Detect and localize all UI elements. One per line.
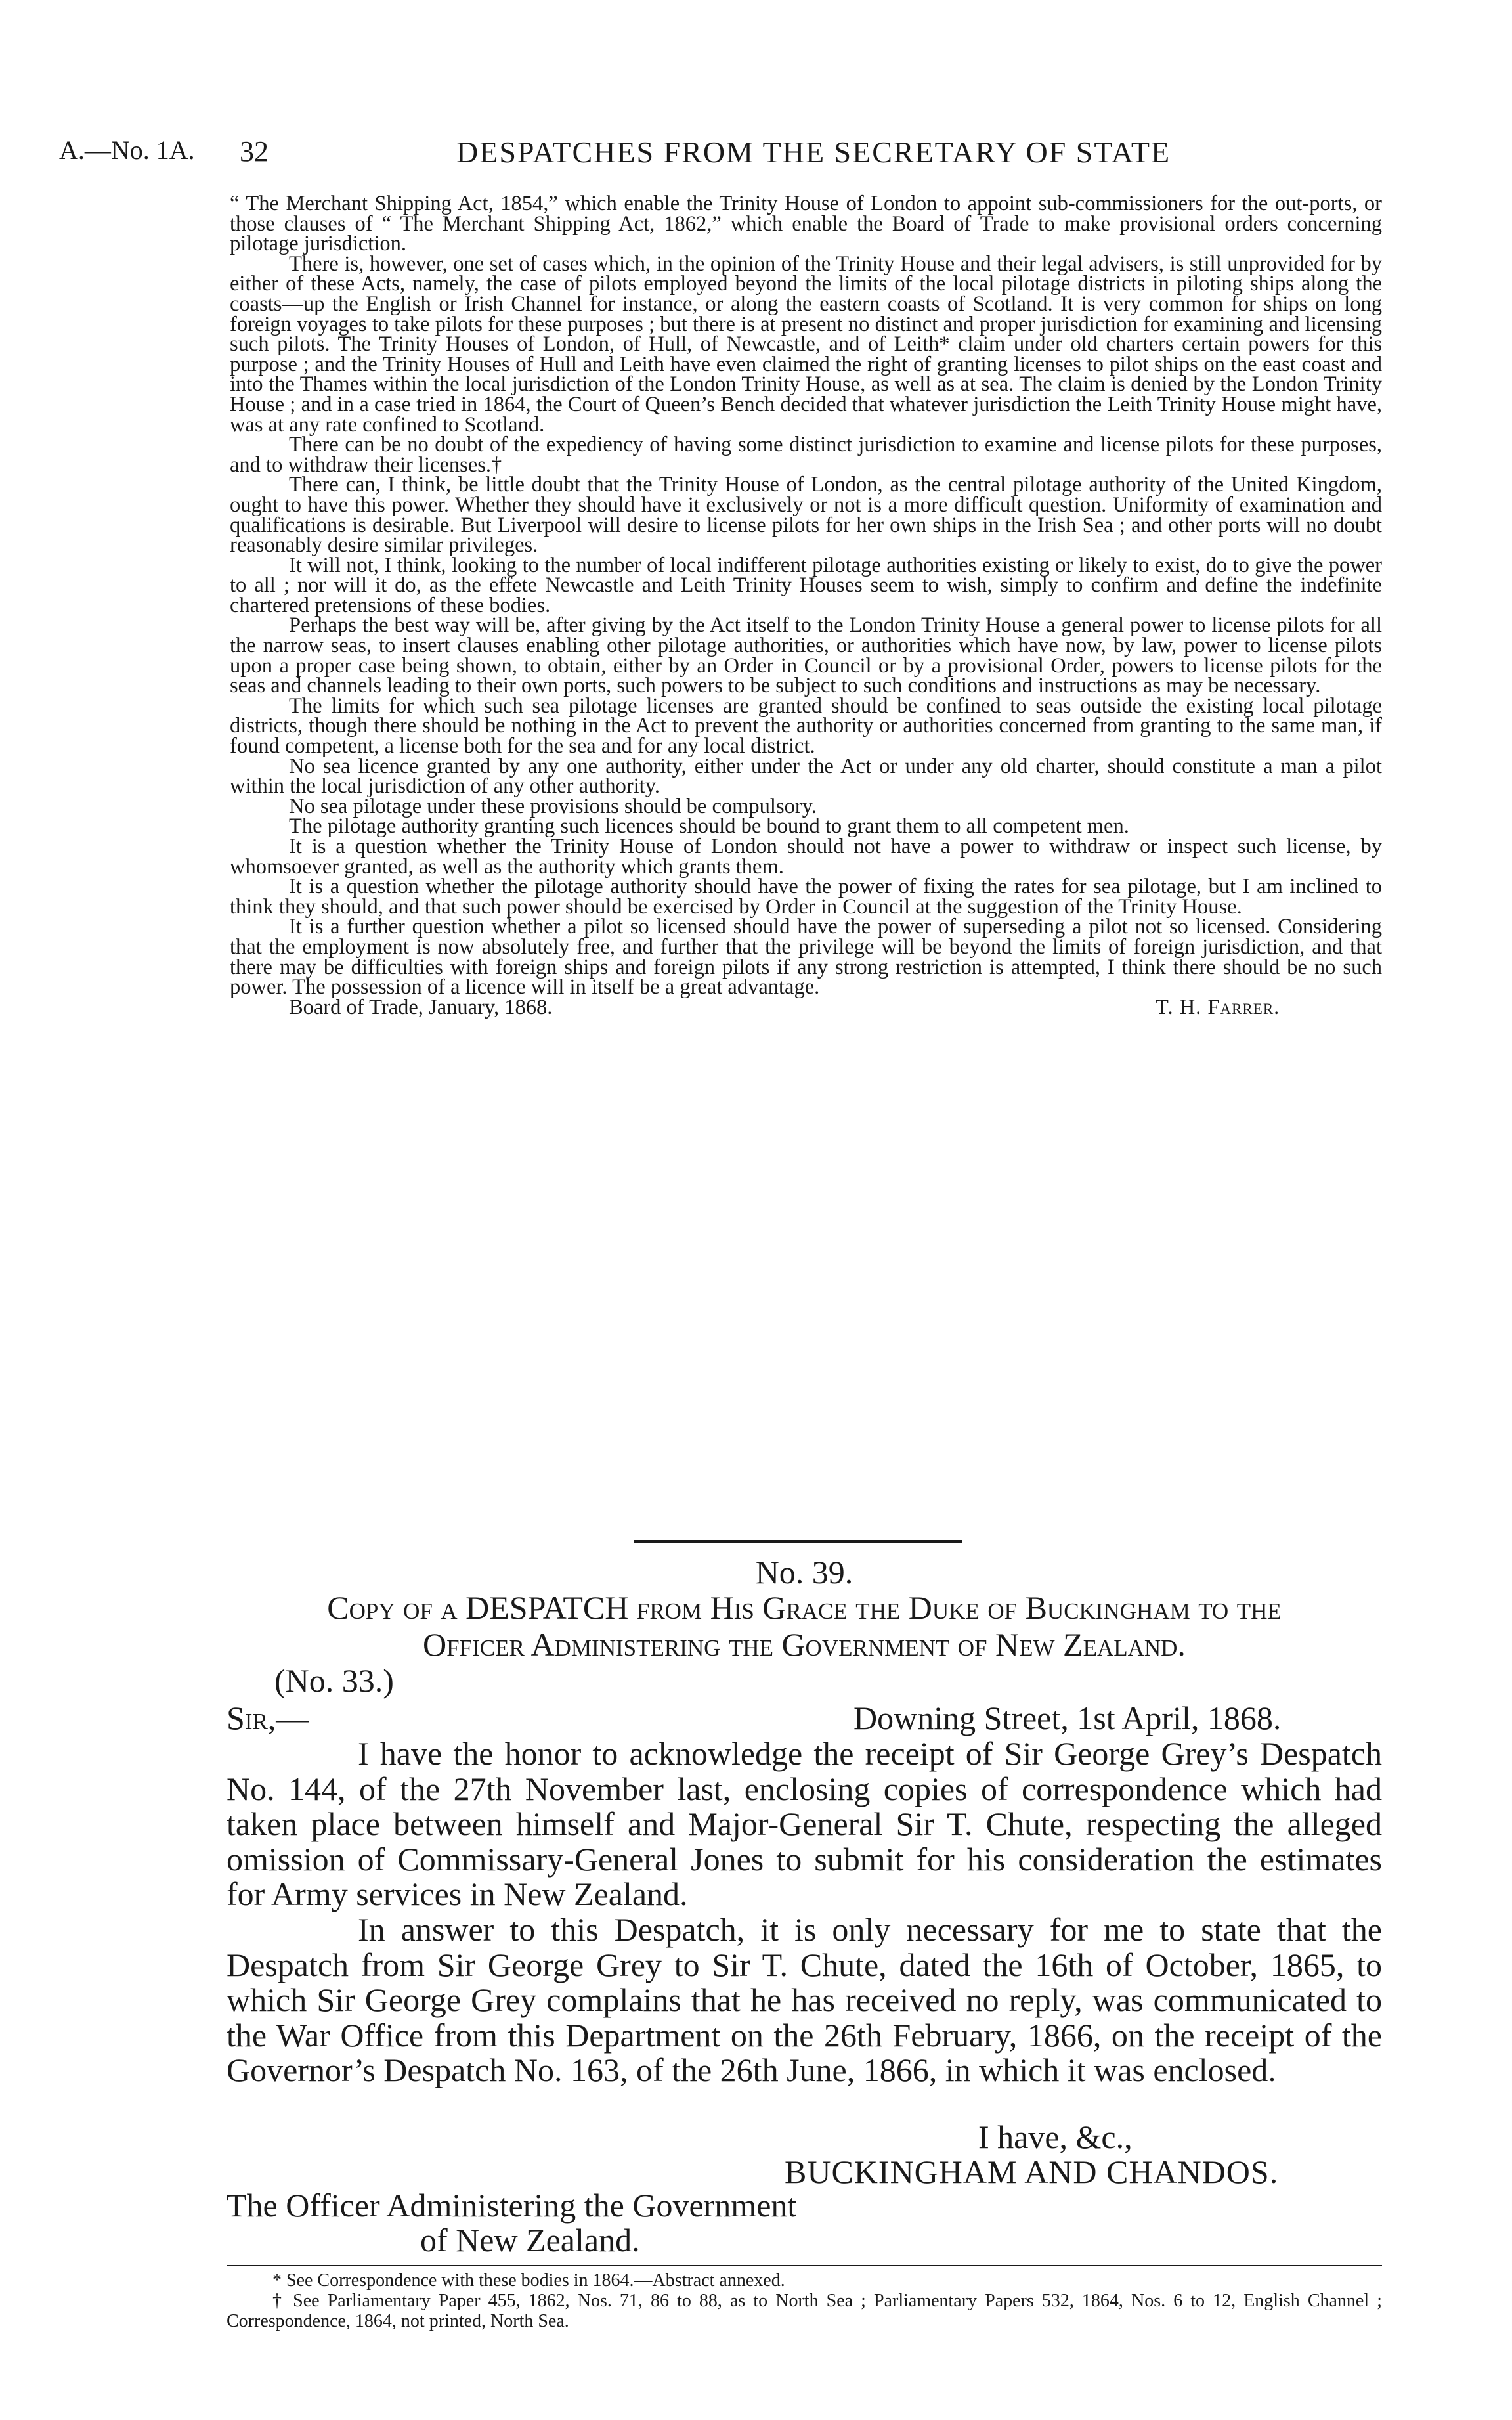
page-number: 32 [240,135,269,167]
memo-paragraph: “ The Merchant Shipping Act, 1854,” which enable the Trinity House of London to appoint sub-commissioners for the out-ports, or those clauses of “ The Merchant Shipping Act, 1862,” which enable the Board of Trade to make provisional orders concerning pilotage jurisdiction. [230,192,1382,256]
signature: BUCKINGHAM AND CHANDOS. [785,2153,1279,2190]
addressee-line1: The Officer Administering the Government [227,2187,797,2224]
signoff-place: Board of Trade, January, 1868. [289,995,553,1019]
memo-paragraph: Perhaps the best way will be, after giving by the Act itself to the London Trinity House a general power to license pilots for all the narrow seas, to insert clauses enabling other pilotage authorities, or authorities which have now, by law, power to license pilots upon a proper case being shown, to obtain, either by an Order in Council or by a provisional Order, powers to license pilots for the seas and channels leading to their own ports, such powers to be subject to such conditions and instructions as may be necessary. [230,613,1382,698]
addressee-line2: of New Zealand. [420,2222,640,2258]
despatch-title-line1: Copy of a DESPATCH from His Grace the Duke of Buckingham to the [327,1589,1282,1626]
memo-paragraph: It is a further question whether a pilot so licensed should have the power of superseding a pilot not so licensed. Considering that the employment is now absolutely free, and further that the privilege will be beyond the limits of foreign jurisdiction, and that there may be difficulties with foreign ships and foreign pilots if any strong restriction is attempted, I think there should be no such power. The possession of a licence will in itself be a great advantage. [230,915,1382,1000]
memo-paragraph: There can, I think, be little doubt that the Trinity House of London, as the central pilotage authority of the United Kingdom, ought to have this power. Whether they should have it exclusively or not is a more difficult question. Uniformity of examination and qualifications is desirable. But Liverpool will desire to license pilots for her own ships in the Irish Sea ; and other ports will no doubt reasonably desire similar privileges. [230,473,1382,558]
memo-paragraph: There is, however, one set of cases which, in the opinion of the Trinity House and their legal advisers, is still unprovided for by either of these Acts, namely, the case of pilots employed beyond the limits of the local pilotage districts in piloting ships along the coasts—up the English or Irish Channel for instance, or along the eastern coasts of Scotland. It is very common for ships on long foreign voyages to take pilots for these purposes ; but there is at present no distinct and proper jurisdiction for examining and licensing such pilots. The Trinity Houses of London, of Hull, of Newcastle, and of Leith* claim under old charters certain powers for this purpose ; and the Trinity Houses of Hull and Leith have even claimed the right of granting licenses to pilot ships on the east coast and into the Thames within the local jurisdiction of the London Trinity House, as well as at sea. The claim is denied by the London Trinity House ; and in a case tried in 1864, the Court of Queen’s Bench decided that whatever jurisdiction the Leith Trinity House might have, was at any rate confined to Scotland. [230,252,1382,437]
memo-paragraph: No sea pilotage under these provisions should be compulsory. [289,794,817,818]
despatch-number: No. 39. [755,1554,853,1591]
paper-reference: A.—No. 1A. [59,135,195,165]
memo-paragraph: There can be no doubt of the expediency of having some distinct jurisdiction to examine and license pilots for these purposes, and to withdraw their licenses.† [230,433,1382,477]
signoff-name: T. H. Farrer. [1156,995,1280,1019]
memo-paragraph: It will not, I think, looking to the number of local indifferent pilotage authorities existing or likely to exist, do to give the power to all ; nor will it do, as the effete Newcastle and Leith Trinity Houses seem to wish, simply to confirm and define the indefinite chartered pretensions of these bodies. [230,553,1382,617]
running-title: DESPATCHES FROM THE SECRETARY OF STATE [456,135,1171,169]
section-divider [634,1540,962,1543]
memo-paragraph: It is a question whether the pilotage authority should have the power of fixing the rates for sea pilotage, but I am inclined to think they should, and that such power should be exercised by Order in Council at the suggestion of the Trinity House. [230,875,1382,919]
despatch-sub-number: (No. 33.) [274,1662,394,1699]
memo-paragraph: The pilotage authority granting such licences should be bound to grant them to all competent men. [289,814,1129,839]
despatch-paragraph: In answer to this Despatch, it is only necessary for me to state that the Despatch from Sir George Grey to Sir T. Chute, dated the 16th of October, 1865, to which Sir George Grey complains that he has received no reply, was communicated to the War Office from this Department on the 26th February, 1866, on the receipt of the Governor’s Despatch No. 163, of the 26th June, 1866, in which it was enclosed. [227,1910,1382,2089]
trade-memorandum [230,194,1382,1017]
footnotes [227,2270,1382,2331]
footnote: * See Correspondence with these bodies in 1864.—Abstract annexed. [272,2270,785,2291]
footnote-divider [227,2265,1382,2266]
dateline: Downing Street, 1st April, 1868. [853,1700,1282,1736]
salutation: Sir,— [227,1700,309,1736]
despatch-body [227,1736,1382,2088]
memo-paragraph: It is a question whether the Trinity House of London should not have a power to withdraw or inspect such license, by whomsoever granted, as well as the authority which grants them. [230,835,1382,879]
closing: I have, &c., [978,2119,1133,2155]
memo-signoff [230,995,1382,1019]
memo-paragraph: No sea licence granted by any one authority, either under the Act or under any old charter, should constitute a man a pilot within the local jurisdiction of any other authority. [230,754,1382,799]
footnote: † See Parliamentary Paper 455, 1862, Nos. 71, 86 to 88, as to North Sea ; Parliamentary Papers 532, 1864, Nos. 6 to 12, English Channel ; Correspondence, 1864, not printed, North Sea. [227,2291,1382,2331]
page-header [59,135,1451,174]
despatch-paragraph: I have the honor to acknowledge the receipt of Sir George Grey’s Despatch No. 144, of the 27th November last, enclosing copies of correspondence which had taken place between himself and Major-General Sir T. Chute, respecting the alleged omission of Commissary-General Jones to submit for his consideration the estimates for Army services in New Zealand. [227,1735,1382,1913]
memo-paragraph: The limits for which such sea pilotage licenses are granted should be confined to seas outside the existing local pilotage districts, though there should be nothing in the Act to prevent the authority or authorities concerned from granting to the same man, if found competent, a license both for the sea and for any local district. [230,693,1382,759]
despatch-title-line2: Officer Administering the Government of New Zealand. [423,1626,1186,1663]
